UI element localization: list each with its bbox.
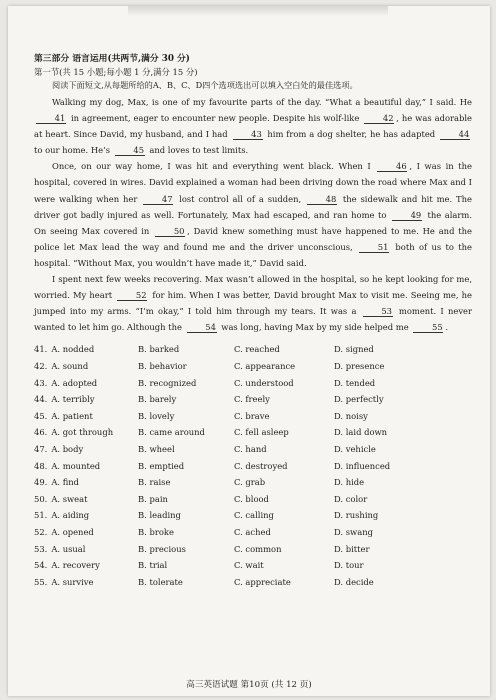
answer-blank: 48 (307, 194, 337, 205)
option-b: B. came around (138, 427, 205, 438)
passage-text: moment. I never wanted to let him go. Although the (34, 306, 473, 333)
question-options-row (34, 391, 472, 408)
question-options-row (34, 341, 472, 358)
question-number-and-option-a (34, 491, 138, 508)
instructions: 阅读下面短文,从每题所给的A、B、C、D四个选项选出可以填入空白处的最佳选项。 (52, 80, 358, 90)
question-number-and-option-a (34, 358, 138, 375)
option-b: B. leading (138, 510, 181, 521)
answer-blank: 49 (392, 210, 422, 221)
option-d: D. hide (334, 477, 365, 488)
passage-text: , he was adorable at heart. Since David, my husband, and I had (34, 113, 472, 140)
option-c: C. calling (234, 510, 274, 521)
passage-text: the sidewalk and hit me. The driver got badly injured as well. Fortunately, Max had escaped, and ran home to (34, 193, 472, 220)
passage-paragraph (34, 271, 472, 335)
option-a: A. usual (51, 543, 86, 554)
option-c: C. understood (234, 377, 294, 388)
answer-blank: 42 (364, 113, 394, 124)
question-number: 51. (34, 510, 48, 521)
passage-text: to our home. He’s (34, 145, 113, 156)
question-number: 41. (34, 344, 48, 355)
answer-blank: 51 (359, 242, 389, 253)
option-b: B. barked (138, 344, 180, 355)
passage-paragraph (34, 158, 472, 271)
option-a: A. terribly (51, 394, 95, 405)
question-number-and-option-a (34, 557, 138, 574)
passage-text: Once, on our way home, I was hit and everything went black. When I (52, 161, 376, 172)
question-number-and-option-a (34, 375, 138, 392)
question-number-and-option-a (34, 441, 138, 458)
question-options-row (34, 541, 472, 558)
option-d: D. rushing (334, 510, 379, 521)
question-number: 55. (34, 576, 48, 587)
question-number-and-option-a (34, 474, 138, 491)
option-b: B. precious (138, 543, 186, 554)
passage-text: him from a dog shelter, he has adapted (264, 129, 439, 140)
option-d: D. tended (334, 377, 376, 388)
passage (34, 94, 472, 335)
option-d: D. decide (334, 576, 374, 587)
option-a: A. survive (51, 576, 94, 587)
option-c: C. fell asleep (234, 427, 289, 438)
question-number: 48. (34, 460, 48, 471)
passage-text: both of us to the hospital. “Without Max, you wouldn’t have made it,” David said. (34, 241, 472, 268)
option-d: D. tour (334, 560, 364, 571)
passage-text: for him. When I was better, David brought Max to visit me. Seeing me, he jumped into my arms. “I’m okay,” I told him through my tears. It was a (34, 290, 472, 317)
option-a: A. recovery (51, 560, 100, 571)
option-a: A. got through (51, 427, 114, 438)
passage-text: . (445, 322, 449, 333)
option-d: D. signed (334, 344, 374, 355)
option-a: A. adopted (51, 377, 98, 388)
option-b: B. broke (138, 526, 174, 537)
passage-text: , David knew something must have happened to me. He and the police let Max lead the way and found me and the driver unconscious, (34, 225, 472, 252)
option-d: D. swang (334, 526, 373, 537)
option-c: C. reached (234, 344, 280, 355)
option-c: C. brave (234, 410, 270, 421)
question-options-row (34, 441, 472, 458)
question-number-and-option-a (34, 408, 138, 425)
option-b: B. barely (138, 394, 177, 405)
option-a: A. aiding (51, 510, 90, 521)
passage-text: I spent next few weeks recovering. Max wasn’t allowed in the hospital, so he kept looking for me, worried. My heart (34, 274, 472, 301)
option-c: C. blood (234, 493, 269, 504)
options-list (34, 341, 472, 590)
option-c: C. ached (234, 526, 271, 537)
option-d: D. presence (334, 361, 385, 371)
option-a: A. sound (51, 361, 89, 371)
option-b: B. trial (138, 560, 168, 571)
question-number: 54. (34, 560, 48, 571)
question-number: 45. (34, 410, 48, 421)
exam-page (8, 6, 490, 696)
question-number: 46. (34, 427, 48, 438)
question-options-row (34, 474, 472, 491)
question-options-row (34, 358, 472, 375)
answer-blank: 53 (363, 306, 393, 317)
option-c: C. wait (234, 560, 264, 571)
question-number-and-option-a (34, 391, 138, 408)
question-options-row (34, 524, 472, 541)
option-d: D. perfectly (334, 394, 384, 405)
page-footer: 高三英语试题 第10页 (共 12 页) (186, 680, 312, 690)
option-c: C. grab (234, 477, 266, 488)
question-options-row (34, 408, 472, 425)
passage-text: in agreement, eager to encounter new people. Despite his wolf-like (68, 113, 363, 124)
option-b: B. recognized (138, 377, 197, 388)
answer-blank: 44 (440, 129, 470, 140)
option-d: D. color (334, 493, 368, 504)
answer-blank: 43 (233, 129, 263, 140)
question-number: 52. (34, 526, 48, 537)
passage-text: , I was in the hospital, covered in wires. David explained a woman had been driving down the road where Max and I were walking when her (34, 161, 473, 204)
option-d: D. vehicle (334, 443, 376, 454)
question-number-and-option-a (34, 458, 138, 475)
passage-text: and loves to test limits. (146, 145, 249, 156)
option-c: C. appearance (234, 361, 296, 371)
option-c: C. hand (234, 443, 267, 454)
answer-blank: 47 (143, 194, 173, 205)
option-d: D. laid down (334, 427, 388, 438)
page-content (34, 52, 472, 590)
question-number: 42. (34, 361, 48, 371)
question-options-row (34, 574, 472, 591)
option-a: A. body (51, 443, 84, 454)
option-c: C. destroyed (234, 460, 288, 471)
passage-text: Walking my dog, Max, is one of my favourite parts of the day. “What a beautiful day,” I said. He (52, 97, 472, 107)
option-c: C. common (234, 543, 282, 554)
answer-blank: 46 (377, 161, 407, 172)
passage-text: was long, having Max by my side helped me (218, 322, 412, 333)
question-number-and-option-a (34, 341, 138, 358)
question-number: 50. (34, 493, 48, 504)
option-b: B. emptied (138, 460, 185, 471)
option-c: C. appreciate (234, 576, 291, 587)
answer-blank: 55 (413, 322, 443, 333)
question-options-row (34, 507, 472, 524)
answer-blank: 50 (155, 226, 185, 237)
option-d: D. influenced (334, 460, 391, 471)
option-b: B. pain (138, 493, 168, 504)
question-number: 49. (34, 477, 48, 488)
option-a: A. find (51, 477, 80, 488)
option-a: A. mounted (51, 460, 101, 471)
question-number: 44. (34, 394, 48, 405)
scan-shadow (128, 6, 388, 16)
question-options-row (34, 424, 472, 441)
option-b: B. raise (138, 477, 171, 488)
answer-blank: 52 (117, 290, 147, 301)
question-number: 43. (34, 377, 48, 388)
passage-text: lost control all of a sudden, (175, 193, 306, 204)
option-b: B. behavior (138, 361, 187, 371)
passage-paragraph (34, 94, 472, 158)
option-d: D. bitter (334, 543, 370, 554)
option-b: B. wheel (138, 443, 175, 454)
option-b: B. lovely (138, 410, 175, 421)
section-heading: 第三部分 语言运用(共两节,满分 30 分) (34, 54, 190, 64)
question-number-and-option-a (34, 541, 138, 558)
answer-blank: 45 (115, 145, 145, 156)
question-options-row (34, 491, 472, 508)
question-options-row (34, 375, 472, 392)
option-a: A. sweat (51, 493, 88, 504)
question-number-and-option-a (34, 524, 138, 541)
answer-blank: 54 (187, 322, 217, 333)
option-d: D. noisy (334, 410, 368, 421)
option-b: B. tolerate (138, 576, 183, 587)
question-number-and-option-a (34, 424, 138, 441)
question-number-and-option-a (34, 574, 138, 591)
option-c: C. freely (234, 394, 270, 405)
question-number: 47. (34, 443, 48, 454)
question-number: 53. (34, 543, 48, 554)
option-a: A. nodded (51, 344, 95, 355)
question-options-row (34, 458, 472, 475)
question-number-and-option-a (34, 507, 138, 524)
answer-blank: 41 (36, 113, 66, 124)
option-a: A. opened (51, 526, 94, 537)
question-options-row (34, 557, 472, 574)
option-a: A. patient (51, 410, 93, 421)
passage-text: the alarm. On seeing Max covered in (34, 209, 472, 236)
subsection-heading: 第一节(共 15 小题;每小题 1 分,满分 15 分) (34, 67, 198, 77)
